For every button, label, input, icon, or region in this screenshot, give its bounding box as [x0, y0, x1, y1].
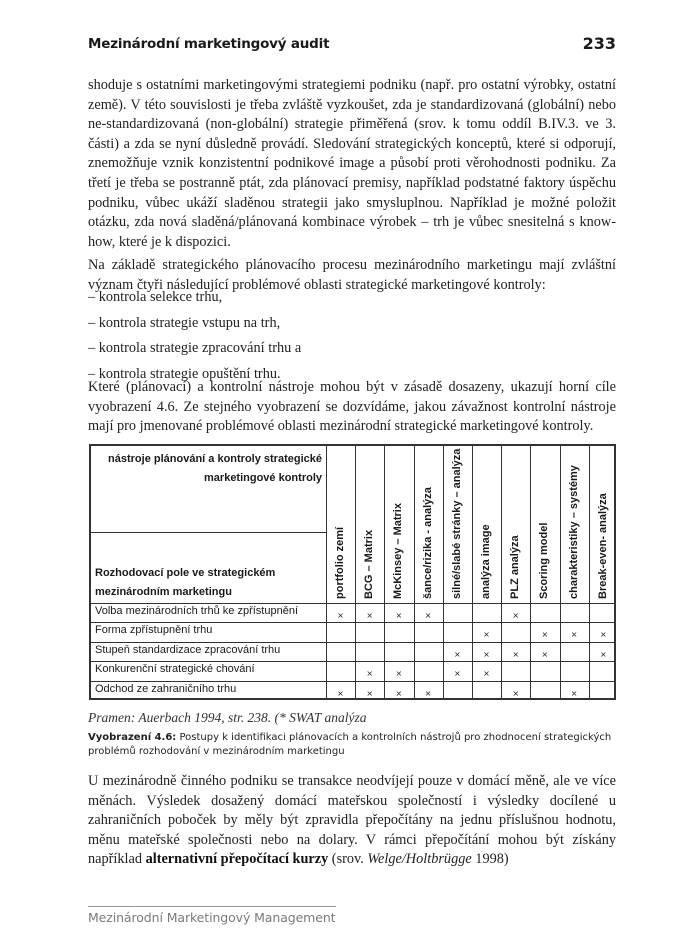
row-label: Odchod ze zahraničního trhu: [95, 682, 237, 695]
cross-mark: ×: [366, 688, 374, 698]
column-divider: [472, 446, 473, 698]
column-divider: [530, 446, 531, 698]
cross-mark: ×: [512, 611, 520, 620]
column-divider: [326, 446, 327, 698]
cross-mark: ×: [424, 688, 432, 698]
paragraph-text: Na základě strategického plánovacího procesu mezinárodního marketingu mají zvláštní význam čtyři následující problémové oblasti strategické marketingové kontroly:: [88, 257, 616, 293]
page-number: 233: [582, 34, 616, 53]
list-item: – kontrola strategie zpracování trhu a: [88, 340, 302, 357]
running-header: [88, 36, 616, 56]
column-header-label: McKinsey – Matrix: [392, 503, 405, 599]
cross-mark: ×: [483, 630, 490, 640]
row-divider: [91, 622, 614, 623]
figure-label: Vyobrazení 4.6:: [88, 732, 177, 743]
row-label: Volba mezinárodních trhů ke zpřístupnění: [95, 605, 299, 617]
cross-mark: ×: [395, 611, 403, 620]
fields-caption-line: mezinárodním marketingu: [95, 586, 232, 598]
tools-caption-line: marketingové kontroly: [204, 472, 322, 484]
column-divider: [560, 446, 561, 698]
cross-mark: ×: [453, 669, 461, 679]
paragraph-text: Které (plánovací) a kontrolní nástroje mohou být v zásadě dosazeny, ukazují horní cíle vyobrazení 4.6. Ze stejného vyobrazení se dozvídáme, jakou závažnost kontrolní nástroje mají pro jmenované problémové oblasti mezinárodní strategické marketingové kontroly.: [88, 379, 616, 435]
cross-mark: ×: [512, 649, 520, 659]
row-label: Stupeň standardizace zpracování trhu: [95, 643, 281, 656]
cross-mark: ×: [395, 688, 403, 698]
fields-caption-line: Rozhodovací pole ve strategickém: [95, 567, 276, 579]
column-divider: [501, 446, 502, 698]
list-item: – kontrola strategie opuštění trhu.: [88, 365, 281, 382]
column-divider: [443, 446, 444, 698]
cross-mark: ×: [512, 688, 520, 698]
column-header-label: analýza image: [480, 524, 492, 599]
column-divider: [384, 446, 385, 698]
cross-mark: ×: [541, 649, 549, 659]
bullet-list: [88, 288, 616, 390]
fields-caption: [95, 564, 275, 602]
paragraph-text-mid: (srov.: [328, 851, 368, 868]
tools-caption-line: nástroje plánování a kontroly strategické: [108, 453, 322, 465]
column-header-label: šance/rizika - analýza: [421, 487, 434, 599]
paragraph-text: shoduje s ostatními marketingovými strategiemi podniku (např. pro ostatní výrobky, ostatní země). V této souvislosti je třeba zvláště vyzkoušet, zda je standardizovaná (globální) nebo ne-standardizovaná (non-globální) strategie přiměřená (srov. k tomu oddíl B.IV.3. ve 3. části) a zda se nyní důsledně provádí. Sledování strategických konceptů, které si odporují, znemožňuje vznik konzistentní podnikové image a působí proti věrohodnosti podniku. Za třetí je třeba se postranně ptát, zda plánovací premisy, například podstatné faktory úspěchu podniku, vůbec ukáží sladěnou strategii jako smysluplnou. Například je možné položit otázku, zda nová sladěná/plánovaná kombinace výrobek – trh je vůbec snesitelná s know-how, které je k dispozici.: [88, 77, 616, 250]
row-divider: [91, 642, 614, 643]
column-divider: [355, 446, 356, 698]
figure-caption: [88, 731, 616, 759]
cross-mark: ×: [483, 649, 490, 659]
cross-mark: ×: [483, 669, 490, 679]
cross-mark: ×: [541, 630, 549, 640]
figure-caption-text: Postupy k identifikaci plánovacích a kontrolních nástrojů pro zhodnocení strategických problémů rozhodování v mezinárodním marketingu: [88, 732, 612, 757]
running-title: Mezinárodní marketingový audit: [88, 36, 330, 52]
emphasis-term: alternativní přepočítací kurzy: [145, 851, 329, 868]
paragraph-4: [88, 772, 616, 870]
source-note: Pramen: Auerbach 1994, str. 238. (* SWAT analýza: [88, 710, 367, 725]
paragraph-text: [88, 772, 616, 870]
cross-mark: ×: [337, 688, 344, 698]
column-header-label: charakteristiky – systémy: [567, 465, 580, 599]
column-header-label: portfolio zemí: [334, 526, 346, 599]
header-split-line: [91, 532, 326, 533]
footer-book-title: Mezinárodní Marketingový Management: [88, 910, 336, 925]
cross-mark: ×: [570, 630, 578, 640]
tools-caption: [108, 450, 322, 488]
cross-mark: ×: [599, 630, 607, 640]
cross-mark: ×: [366, 611, 374, 620]
column-header-label: silné/slabé stránky – analýza: [450, 448, 463, 599]
row-divider: [91, 681, 614, 682]
column-divider: [589, 446, 590, 698]
row-label: Konkurenční strategické chování: [95, 663, 255, 676]
column-header-label: Break-even- analýza: [596, 493, 609, 599]
column-divider: [414, 446, 415, 698]
row-divider: [91, 661, 614, 662]
cross-mark: ×: [570, 688, 578, 698]
column-header-label: BCG – Matrix: [363, 529, 376, 599]
list-item: – kontrola selekce trhu,: [88, 289, 223, 305]
tools-matrix-table: [89, 444, 616, 700]
cross-mark: ×: [424, 611, 432, 620]
cross-mark: ×: [395, 669, 403, 679]
paragraph-text-start: U mezinárodně činného podniku se transakce neodvíjejí pouze v domácí měně, ale ve více měnách. Výsledek dosažený domácí mateřskou společností i výsledky docílené u zahraničních poboček by měly být zpravidla přepočítány na jednu příslušnou hodnotu, měnu mateřské společnosti nebo na dolary. V rámci přepočítání mohou být získány například: [88, 773, 616, 868]
column-header-label: PLZ analýza: [509, 535, 522, 599]
citation-author: Welge/Holtbrügge: [367, 851, 472, 868]
paragraph-1: [88, 76, 616, 252]
paragraph-text-end: 1998): [471, 851, 509, 868]
cross-mark: ×: [366, 669, 374, 679]
cross-mark: ×: [453, 649, 461, 659]
row-label: Forma zpřístupnění trhu: [95, 624, 213, 637]
footer-rule: [88, 906, 336, 907]
paragraph-3: [88, 378, 616, 437]
column-header-label: Scoring model: [538, 522, 551, 599]
cross-mark: ×: [599, 649, 607, 659]
list-item: – kontrola strategie vstupu na trh,: [88, 314, 281, 331]
cross-mark: ×: [337, 611, 344, 620]
header-bottom-line: [91, 603, 614, 604]
